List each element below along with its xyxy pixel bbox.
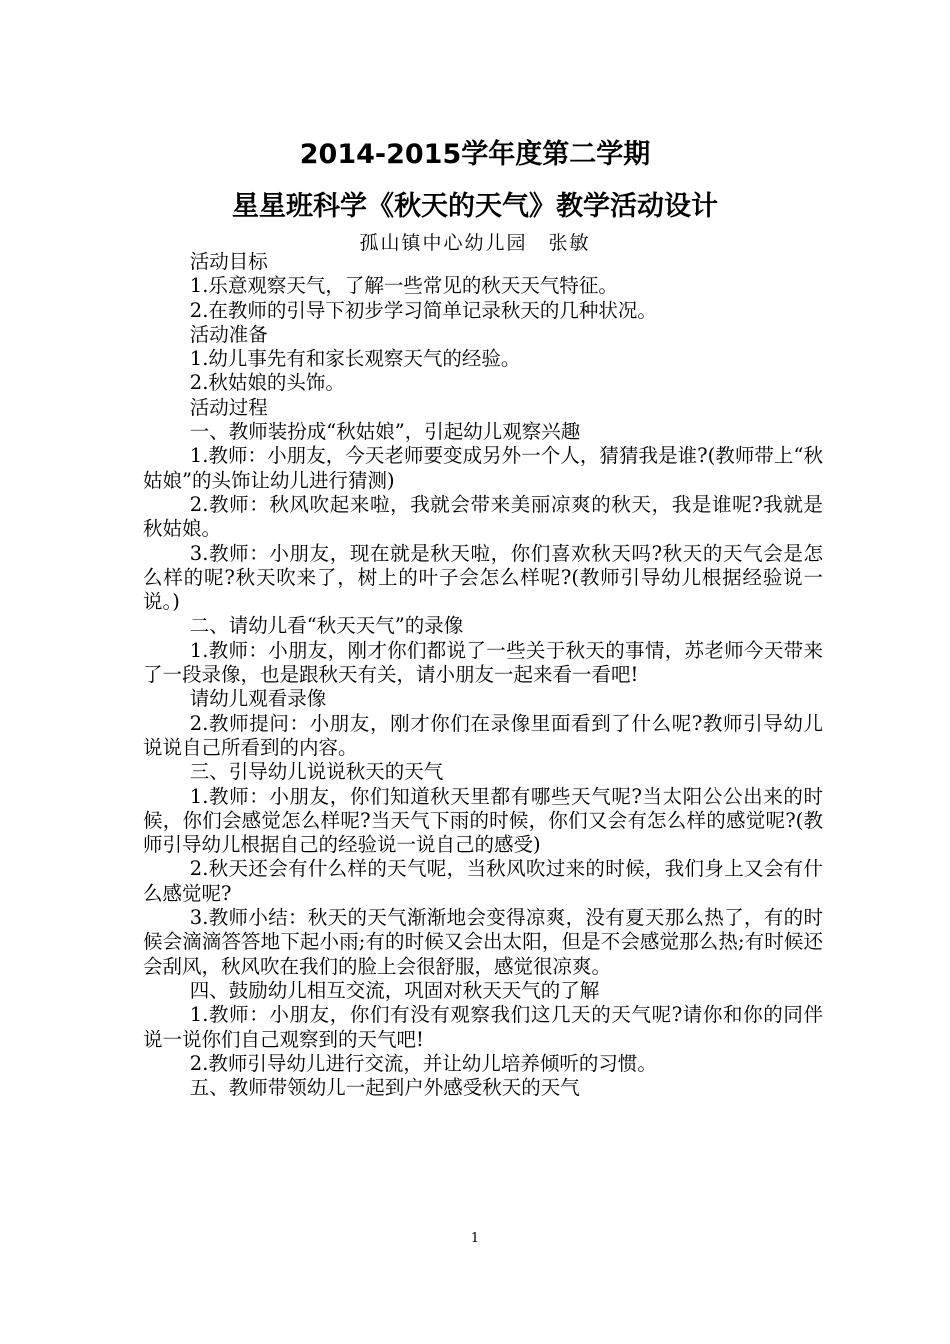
- paragraph: 2.教师：秋风吹起来啦，我就会带来美丽凉爽的秋天，我是谁呢?我就是秋姑娘。: [143, 492, 823, 541]
- section-heading: 活动过程: [189, 395, 268, 419]
- document-body: [143, 250, 823, 1100]
- step-heading: 五、教师带领幼儿一起到户外感受秋天的天气: [189, 1076, 580, 1100]
- page-number: 1: [470, 1231, 480, 1246]
- step-heading: 四、鼓励幼儿相互交流，巩固对秋天天气的了解: [189, 978, 600, 1002]
- step-heading: 三、引导幼儿说说秋天的天气: [189, 760, 444, 784]
- section-heading: 活动准备: [189, 322, 268, 346]
- paragraph: 2.教师提问：小朋友，刚才你们在录像里面看到了什么呢?教师引导幼儿说说自己所看到的内容。: [143, 711, 823, 759]
- paragraph: 请幼儿观看录像: [189, 687, 327, 711]
- paragraph: 1.教师：小朋友，你们有没有观察我们这几天的天气呢?请你和你的同伴说一说你们自己观察到的天气吧!: [143, 1003, 823, 1051]
- paragraph: 1.教师：小朋友，你们知道秋天里都有哪些天气呢?当太阳公公出来的时候，你们会感觉怎么样呢?当天气下雨的时候，你们又会有怎么样的感觉呢?(教师引导幼儿根据自己的经验说一说自己的感受): [143, 784, 823, 857]
- paragraph: 3.教师小结：秋天的天气渐渐地会变得凉爽，没有夏天那么热了，有的时候会滴滴答答地下起小雨;有的时候又会出太阳，但是不会感觉那么热;有时候还会刮风，秋风吹在我们的脸上会很舒服，感觉很凉爽。: [143, 906, 823, 978]
- paragraph: 2.教师引导幼儿进行交流，并让幼儿培养倾听的习惯。: [189, 1051, 657, 1075]
- document-title-term: 2014-2015学年度第二学期: [299, 139, 651, 170]
- paragraph: 1.教师：小朋友，刚才你们都说了一些关于秋天的事情，苏老师今天带来了一段录像，也是跟秋天有关，请小朋友一起来看一看吧!: [143, 638, 823, 687]
- paragraph: 2.秋天还会有什么样的天气呢，当秋风吹过来的时候，我们身上又会有什么感觉呢?: [143, 857, 823, 905]
- document-title-main: 星星班科学《秋天的天气》教学活动设计: [232, 191, 718, 222]
- section-heading: 活动目标: [189, 250, 268, 273]
- paragraph: 2.秋姑娘的头饰。: [189, 371, 345, 395]
- paragraph: 1.乐意观察天气，了解一些常见的秋天天气特征。: [189, 274, 618, 298]
- step-heading: 二、请幼儿看“秋天天气”的录像: [189, 614, 464, 638]
- paragraph: 2.在教师的引导下初步学习简单记录秋天的几种状况。: [189, 298, 657, 322]
- paragraph: 3.教师：小朋友，现在就是秋天啦，你们喜欢秋天吗?秋天的天气会是怎么样的呢?秋天吹来了，树上的叶子会怎么样呢?(教师引导幼儿根据经验说一说。): [143, 541, 823, 614]
- paragraph: 1.幼儿事先有和家长观察天气的经验。: [189, 347, 521, 371]
- author-line: 孤山镇中心幼儿园 张敏: [359, 232, 591, 254]
- step-heading: 一、教师装扮成“秋姑娘”，引起幼儿观察兴趣: [189, 420, 581, 444]
- paragraph: 1.教师：小朋友，今天老师要变成另外一个人，猜猜我是谁?(教师带上“秋姑娘”的头饰让幼儿进行猜测): [143, 444, 823, 492]
